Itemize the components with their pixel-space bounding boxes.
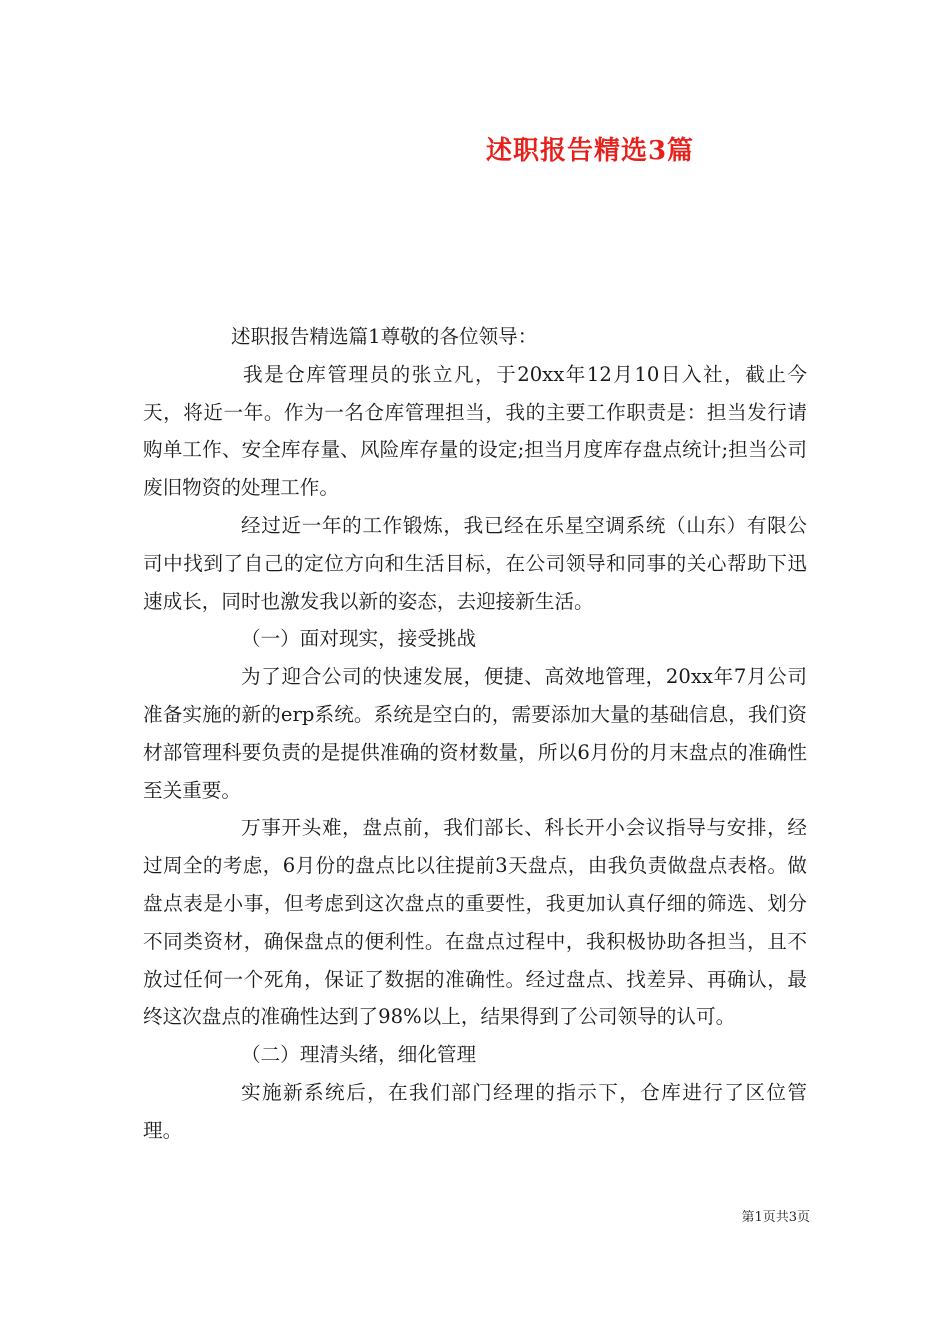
- paragraph-intro: 我是仓库管理员的张立凡，于20xx年12月10日入社，截止今天，将近一年。作为一名仓库管理担当，我的主要工作职责是：担当发行请购单工作、安全库存量、风险库存量的设定;担当月度库存盘点统计;担当公司废旧物资的处理工作。: [143, 362, 807, 500]
- paragraph-erp: 为了迎合公司的快速发展，便捷、高效地管理，20xx年7月公司准备实施的新的erp系统。系统是空白的，需要添加大量的基础信息，我们资材部管理科要负责的是提供准确的资材数量，所以6月份的月末盘点的准确性至关重要。: [143, 665, 807, 802]
- page-title: 述职报告精选3篇: [485, 136, 695, 166]
- paragraph-inventory: 万事开头难，盘点前，我们部长、科长开小会议指导与安排，经过周全的考虑，6月份的盘点比以往提前3天盘点，由我负责做盘点表格。做盘点表是小事，但考虑到这次盘点的重要性，我更加认真仔细的筛选、划分不同类资材，确保盘点的便利性。在盘点过程中，我积极协助各担当，且不放过任何一个死角，保证了数据的准确性。经过盘点、找差异、再确认，最终这次盘点的准确性达到了98%以上，结果得到了公司领导的认可。: [143, 816, 807, 1029]
- document-body: [143, 318, 807, 1150]
- paragraph-experience: 经过近一年的工作锻炼，我已经在乐星空调系统（山东）有限公司中找到了自己的定位方向和生活目标，在公司领导和同事的关心帮助下迅速成长，同时也激发我以新的姿态，去迎接新生活。: [143, 513, 807, 613]
- page-number: 第1页共3页: [741, 1210, 810, 1225]
- section-heading-1: （一）面对现实，接受挑战: [241, 627, 477, 651]
- section-heading-2: （二）理清头绪，细化管理: [241, 1043, 477, 1067]
- paragraph-zone-management: 实施新系统后，在我们部门经理的指示下，仓库进行了区位管理。: [143, 1080, 807, 1142]
- paragraph-greeting: 述职报告精选篇1尊敬的各位领导：: [231, 325, 538, 348]
